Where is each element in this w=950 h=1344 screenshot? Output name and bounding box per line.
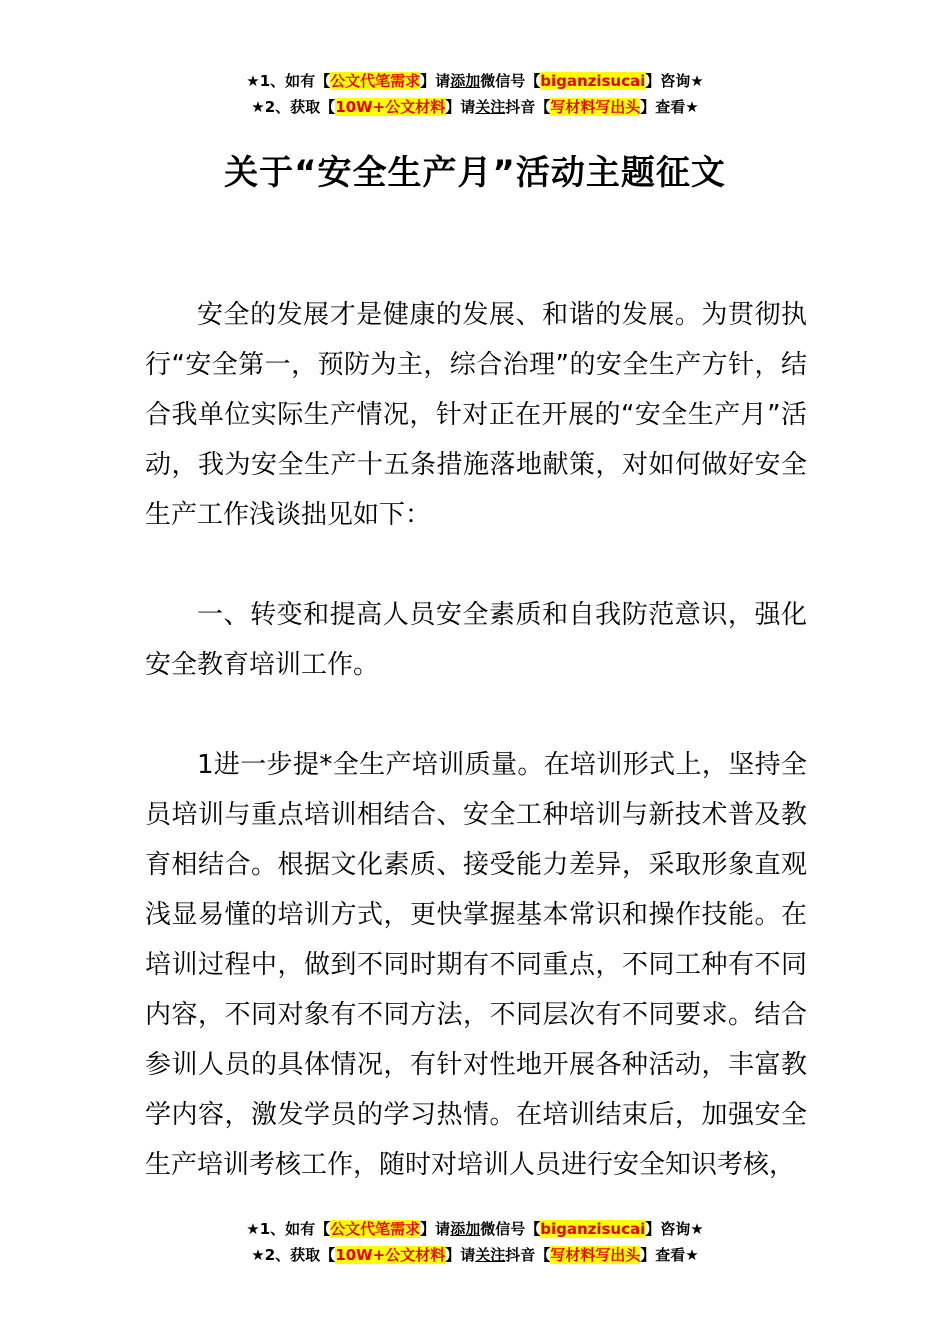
document-title: 关于“安全生产月”活动主题征文 [224,153,726,193]
ad-highlight: 公文代笔需求 [330,72,421,90]
footer-ad [0,1216,950,1268]
paragraph: 一、转变和提高人员安全素质和自我防范意识，强化安全教育培训工作。 [145,600,807,680]
ad-highlight: 写材料写出头 [550,1246,641,1264]
paragraph: 1进一步提*全生产培训质量。在培训形式上，坚持全员培训与重点培训相结合、安全工种培训与新技术普及教育相结合。根据文化素质、接受能力差异，采取形象直观浅显易懂的培训方式，更快掌握基本常识和操作技能。在培训过程中，做到不同时期有不同重点，不同工种有不同内容，不同对象有不同方法，不同层次有不同要求。结合参训人员的具体情况，有针对性地开展各种活动，丰富教学内容，激发学员的学习热情。在培训结束后，加强安全生产培训考核工作，随时对培训人员进行安全知识考核， [145,750,807,1180]
ad-highlight: biganzisucai [540,1220,646,1238]
document-body [145,290,807,1190]
ad-highlight: biganzisucai [540,72,646,90]
ad-line-1: ★1、如有【公文代笔需求】请添加微信号【biganzisucai】咨询★ [246,1220,704,1238]
ad-highlight: 10W+公文材料 [335,1246,446,1264]
ad-highlight: 10W+公文材料 [335,98,446,116]
paragraph: 安全的发展才是健康的发展、和谐的发展。为贯彻执行“安全第一，预防为主，综合治理”的安全生产方针，结合我单位实际生产情况，针对正在开展的“安全生产月”活动，我为安全生产十五条措施落地献策，对如何做好安全生产工作浅谈拙见如下： [145,300,807,530]
header-ad [0,68,950,120]
ad-line-1: ★1、如有【公文代笔需求】请添加微信号【biganzisucai】咨询★ [246,72,704,90]
ad-line-2: ★2、获取【10W+公文材料】请关注抖音【写材料写出头】查看★ [251,1246,699,1264]
ad-highlight: 写材料写出头 [550,98,641,116]
ad-line-2: ★2、获取【10W+公文材料】请关注抖音【写材料写出头】查看★ [251,98,699,116]
ad-highlight: 公文代笔需求 [330,1220,421,1238]
